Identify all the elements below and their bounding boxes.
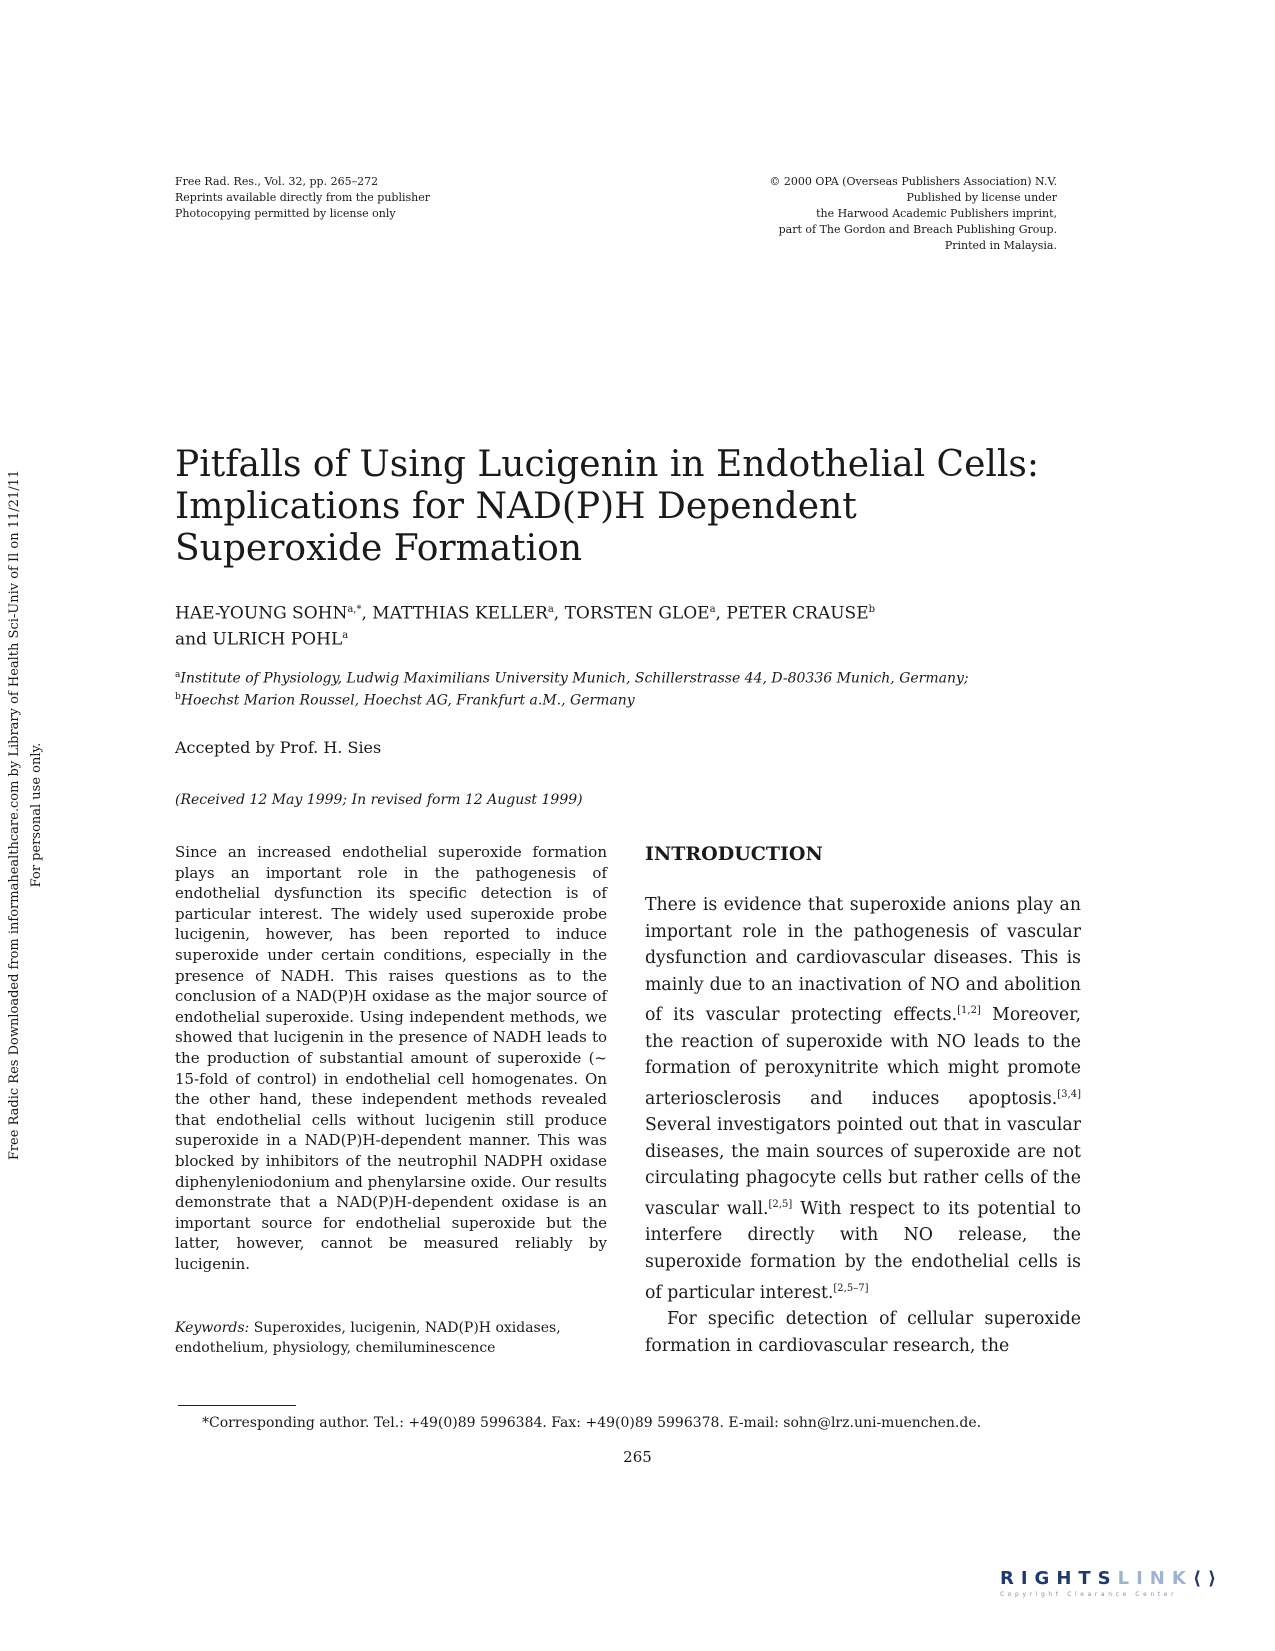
page-number: 265: [623, 1448, 652, 1466]
corresponding-author-footnote: *Corresponding author. Tel.: +49(0)89 5996384. Fax: +49(0)89 5996378. E-mail: sohn@lrz.uni-muenchen.de.: [202, 1415, 982, 1431]
copyright-notice: [769, 174, 1057, 254]
download-stamp: [4, 450, 48, 1180]
citation-line: Reprints available directly from the publisher: [175, 191, 430, 204]
citation-ref[interactable]: [2,5–7]: [833, 1282, 869, 1294]
logo-word: LINK: [1117, 1568, 1193, 1589]
citation-line: Free Rad. Res., Vol. 32, pp. 265–272: [175, 175, 379, 188]
author-name: and ULRICH POHL: [175, 629, 343, 650]
paper-title: [175, 444, 1075, 570]
abstract: Since an increased endothelial superoxide formation plays an important role in the pathogenesis of endothelial dysfunction its specific detection is of particular interest. The widely used superoxide probe lucigenin, however, has been reported to induce superoxide under certain conditions, especially in the presence of NADH. This raises questions as to the conclusion of a NAD(P)H oxidase as the major source of endothelial superoxide. Using independent methods, we showed that lucigenin in the presence of NADH leads to the production of substantial amount of superoxide (~ 15-fold of control) in endothelial cell homogenates. On the other hand, these independent methods revealed that endothelial cells without lucigenin still produce superoxide in a NAD(P)H-dependent manner. This was blocked by inhibitors of the neutrophil NADPH oxidase diphenyleniodonium and phenylarsine oxide. Our results demonstrate that a NAD(P)H-dependent oxidase is an important source for endothelial superoxide but the latter, however, cannot be measured reliably by lucigenin.: [175, 843, 607, 1273]
affiliation-b: $^b$Hoechst Marion Roussel, Hoechst AG, Frankfurt a.M., Germany: [175, 691, 635, 709]
received-dates: (Received 12 May 1999; In revised form 12 August 1999): [175, 792, 583, 808]
title-line: Pitfalls of Using Lucigenin in Endothelial Cells:: [175, 444, 1040, 485]
logo-word: RIGHTS: [1000, 1568, 1118, 1589]
keywords: [175, 1318, 607, 1358]
paragraph: For specific detection of cellular superoxide formation in cardiovascular research, the: [645, 1308, 1081, 1356]
author-name: HAE-YOUNG SOHN: [175, 603, 348, 624]
copyright-line: Printed in Malaysia.: [944, 239, 1057, 252]
title-line: Implications for NAD(P)H Dependent: [175, 486, 857, 527]
title-line: Superoxide Formation: [175, 528, 583, 569]
author-mark: a: [547, 604, 554, 615]
citation-ref[interactable]: [3,4]: [1057, 1088, 1081, 1100]
citation-line: Photocopying permitted by license only: [175, 207, 396, 220]
author-name: PETER CRAUSE: [726, 603, 869, 624]
paragraph: There is evidence that superoxide anions play an important role in the pathogenesis of vascular dysfunction and cardiovascular diseases. This is mainly due to an inactivation of NO and abolition of its vascular protecting effects.[1,2] Moreover, the reaction of superoxide with NO leads to the formation of peroxynitrite which might promote arteriosclerosis and induces apoptosis.[3,4] Several investigators pointed out that in vascular diseases, the main sources of superoxide are not circulating phagocyte cells but rather cells of the vascular wall.[2,5] With respect to its potential to interfere directly with NO release, the superoxide formation by the endothelial cells is of particular interest.[2,5–7]: [645, 895, 1081, 1303]
copyright-line: © 2000 OPA (Overseas Publishers Association) N.V.: [769, 175, 1057, 188]
author-name: MATTHIAS KELLER: [372, 603, 548, 624]
keywords-text: Superoxides, lucigenin, NAD(P)H oxidases, endothelium, physiology, chemiluminescence: [175, 1320, 561, 1356]
chevron-logo-icon: ⟨⟩: [1192, 1568, 1224, 1589]
accepted-by: Accepted by Prof. H. Sies: [175, 738, 382, 757]
author-mark: b: [868, 604, 876, 615]
introduction-body: [645, 892, 1081, 1359]
footnote-rule: [178, 1405, 296, 1406]
affiliations: [175, 666, 1035, 709]
logo-subtitle: Copyright Clearance Center: [1000, 1591, 1178, 1598]
citation-ref[interactable]: [1,2]: [957, 1005, 981, 1017]
author-mark: a: [709, 604, 716, 615]
author-mark: a: [342, 629, 349, 641]
download-stamp-line: For personal use only.: [29, 742, 44, 888]
citation-ref[interactable]: [2,5]: [768, 1199, 793, 1211]
journal-citation: [175, 174, 430, 222]
section-heading: INTRODUCTION: [645, 843, 823, 865]
affiliation-a: $^a$Institute of Physiology, Ludwig Maximilians University Munich, Schillerstrasse 44, D-80336 Munich, Germany;: [175, 670, 969, 687]
author-name: TORSTEN GLOE: [564, 603, 710, 624]
author-list: HAE-YOUNG $SOHN^{a,*}$, MATTHIAS KELLER$^a$, TORSTEN GLOE$^a$, PETER CRAUSE$^b$ and ULRICH POHL$^a$: [175, 603, 876, 650]
copyright-line: the Harwood Academic Publishers imprint,: [816, 207, 1057, 220]
author-mark: a,*: [347, 604, 362, 615]
copyright-line: Published by license under: [906, 191, 1057, 204]
copyright-line: part of The Gordon and Breach Publishing Group.: [778, 223, 1057, 236]
rightslink-logo[interactable]: [1000, 1568, 1230, 1608]
download-stamp-line: Free Radic Res Downloaded from informahealthcare.com by Library of Health Sci-Univ of Il on 11/21/11: [7, 469, 22, 1161]
keywords-label: Keywords:: [175, 1320, 250, 1336]
